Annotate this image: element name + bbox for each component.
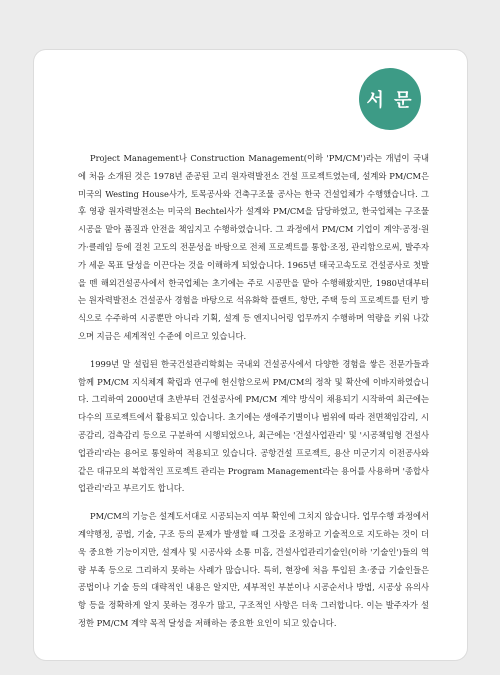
paragraph-2: 1999년 말 설립된 한국건설관리학회는 국내외 건설공사에서 다양한 경험을 쌓은 전문가들과 함께 PM/CM 지식체계 확립과 연구에 헌신함으로써 PM/CM의 정착 및 확산에 이바지하였습니다. 그리하여 2000년대 초반부터 건설공사에 PM/CM 계약 방식이 채용되기 시작하여 최근에는 다수의 프로젝트에서 활용되고 있습니다. 초기에는 생애주기별이나 범위에 따라 전면책임감리, 시공감리, 검측감리 등으로 구분하여 시행되었으나, 최근에는 '건설사업관리' 및 '시공책임형 건설사업관리'라는 용어로 통일하여 적용되고 있습니다. 공항건설 프로젝트, 용산 미군기지 이전공사와 같은 대규모의 복합적인 프로젝트 관리는 Program Management라는 용어를 사용하며 '종합사업관리'라고 부르기도 합니다.	[78, 358, 429, 494]
title-badge: 서 문	[359, 68, 421, 130]
preface-body	[78, 150, 429, 643]
paragraph-3: PM/CM의 기능은 설계도서대로 시공되는지 여부 확인에 그치지 않습니다. 업무수행 과정에서 계약행정, 공법, 기술, 구조 등의 문제가 발생할 때 그것을 조정하고 기술적으로 지도하는 것이 더욱 중요한 기능이지만, 설계사 및 시공사와 소통 미흡, 건설사업관리기술인(이하 '기술인')들의 역량 부족 등으로 그리하지 못하는 사례가 많습니다. 특히, 현장에 처음 투입된 초·중급 기술인들은 공법이나 기술 등의 대략적인 내용은 알지만, 세부적인 부분이나 시공순서나 방법, 시공상 유의사항 등을 정확하게 알지 못하는 경우가 많고, 구조적인 사항은 더욱 그러합니다. 이는 발주자가 설정한 PM/CM 계약 목적 달성을 저해하는 중요한 요인이 되고 있습니다.	[78, 511, 429, 628]
paragraph-1: Project Management나 Construction Management(이하 'PM/CM')라는 개념이 국내에 처음 소개된 것은 1978년 준공된 고리 원자력발전소 건설 프로젝트였는데, 설계와 PM/CM은 미국의 Westing House사가, 토목공사와 건축구조물 공사는 한국 건설업체가 수행했습니다. 그 후 영광 원자력발전소는 미국의 Bechtel사가 설계와 PM/CM을 담당하였고, 한국업체는 구조물 시공을 맡아 품질과 안전을 책임지고 수행하였습니다. 그 과정에서 PM/CM 기업이 계약·공정·원가·클레임 등에 걸친 고도의 전문성을 바탕으로 전체 프로젝트를 통합·조정, 관리함으로써, 발주자가 세운 목표 달성을 이끈다는 것을 이해하게 되었습니다. 1965년 태국고속도로 건설공사로 첫발을 뗀 해외건설공사에서 한국업체는 초기에는 주로 시공만을 맡아 수행해왔지만, 1980년대부터는 원자력발전소 건설공사 경험을 바탕으로 석유화학 플랜트, 항만, 주택 등의 프로젝트를 턴키 방식으로 수주하여 시공뿐만 아니라 기획, 설계 등 엔지니어링 업무까지 수행하며 역량을 키워 나갔으며 지금은 세계적인 수준에 이르고 있습니다.	[78, 153, 429, 341]
